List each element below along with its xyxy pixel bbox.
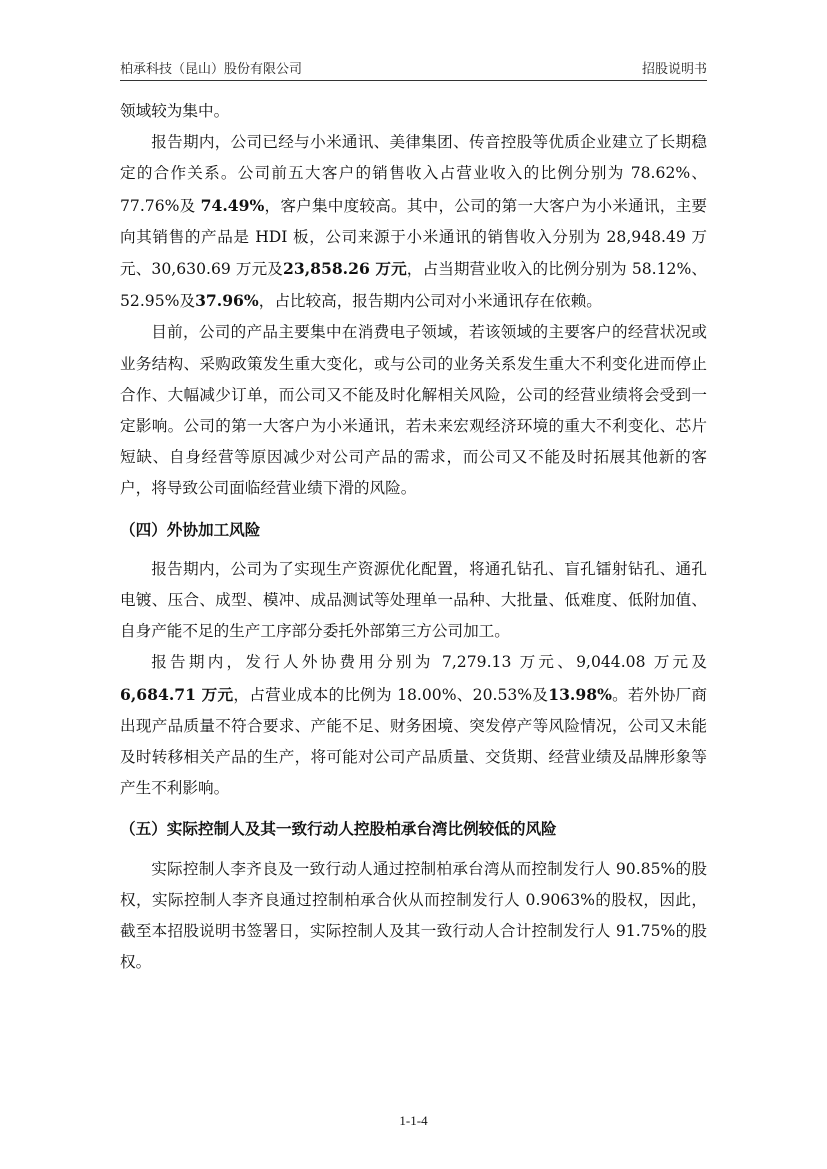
bold-figure: 74.49% xyxy=(200,195,265,215)
text-segment: ，占当期营业收入的比例分别为 58.12%、52.95%及 xyxy=(120,260,707,311)
bold-figure: 13.98% xyxy=(548,684,612,704)
page-number: 1-1-4 xyxy=(399,1113,428,1128)
paragraph-outsourcing-process: 报告期内，公司为了实现生产资源优化配置，将通孔钻孔、盲孔镭射钻孔、通孔电镀、压合、成型、模冲、成品测试等处理单一品种、大批量、低难度、低附加值、自身产能不足的生产工序部分委托外部第三方公司加工。 xyxy=(120,559,707,641)
paragraph-consumer-electronics-risk: 目前，公司的产品主要集中在消费电子领域，若该领域的主要客户的经营状况或业务结构、采购政策发生重大变化，或与公司的业务关系发生重大不利变化进而停止合作、大幅减少订单，而公司又不能及时化解相关风险，公司的经营业绩将会受到一定影响。公司的第一大客户为小米通讯，若未来宏观经济环境的重大不利变化、芯片短缺、自身经营等原因减少对公司产品的需求，而公司又不能及时拓展其他新的客户，将导致公司面临经营业绩下滑的风险。 xyxy=(120,323,707,498)
header-document-type: 招股说明书 xyxy=(641,62,707,77)
section-heading-controller-risk: （五）实际控制人及其一致行动人控股柏承台湾比例较低的风险 xyxy=(120,820,557,839)
paragraph-customer-concentration xyxy=(120,127,707,317)
bold-figure: 37.96% xyxy=(195,291,259,311)
text-segment: 报告期内，发行人外协费用分别为 7,279.13 万元、9,044.08 万元及 xyxy=(151,653,707,672)
text-segment: ，占比较高，报告期内公司对小米通讯存在依赖。 xyxy=(258,292,602,311)
text-segment: 报告期内，公司已经与小米通讯、美律集团、传音控股等优质企业建立了长期稳定的合作关系。公司前五大客户的销售收入占营业收入的比例分别为 78.62%、77.76%及 xyxy=(120,133,707,215)
text-segment: 。若外协厂商出现产品质量不符合要求、产能不足、财务困境、突发停产等风险情况，公司又未能及时转移相关产品的生产，将可能对公司产品质量、交货期、经营业绩及品牌形象等产生不利影响。 xyxy=(120,685,708,798)
text-segment: ，占营业成本的比例为 18.00%、20.53%及 xyxy=(233,685,549,704)
bold-figure: 23,858.26 万元 xyxy=(283,259,407,279)
paragraph-controller-shareholding: 实际控制人李齐良及一致行动人通过控制柏承台湾从而控制发行人 90.85%的股权，实际控制人李齐良通过控制柏承合伙从而控制发行人 0.9063%的股权，因此，截至本招股说明书签署日，实际控制人及其一致行动人合计控制发行人 91.75%的股权。 xyxy=(120,859,707,972)
paragraph-continuation: 领域较为集中。 xyxy=(120,102,230,120)
text-segment: ，客户集中度较高。其中，公司的第一大客户为小米通讯，主要向其销售的产品是 HDI 板，公司来源于小米通讯的销售收入分别为 28,948.49 万元、30,630.69 万元及 xyxy=(120,196,707,279)
header-divider xyxy=(120,80,707,81)
header-company-name: 柏承科技（昆山）股份有限公司 xyxy=(120,62,303,77)
page-body xyxy=(120,96,707,978)
bold-figure: 6,684.71 万元 xyxy=(120,684,234,704)
paragraph-outsourcing-cost xyxy=(120,647,707,804)
page-header xyxy=(120,56,707,82)
section-heading-outsourcing: （四）外协加工风险 xyxy=(120,520,261,539)
